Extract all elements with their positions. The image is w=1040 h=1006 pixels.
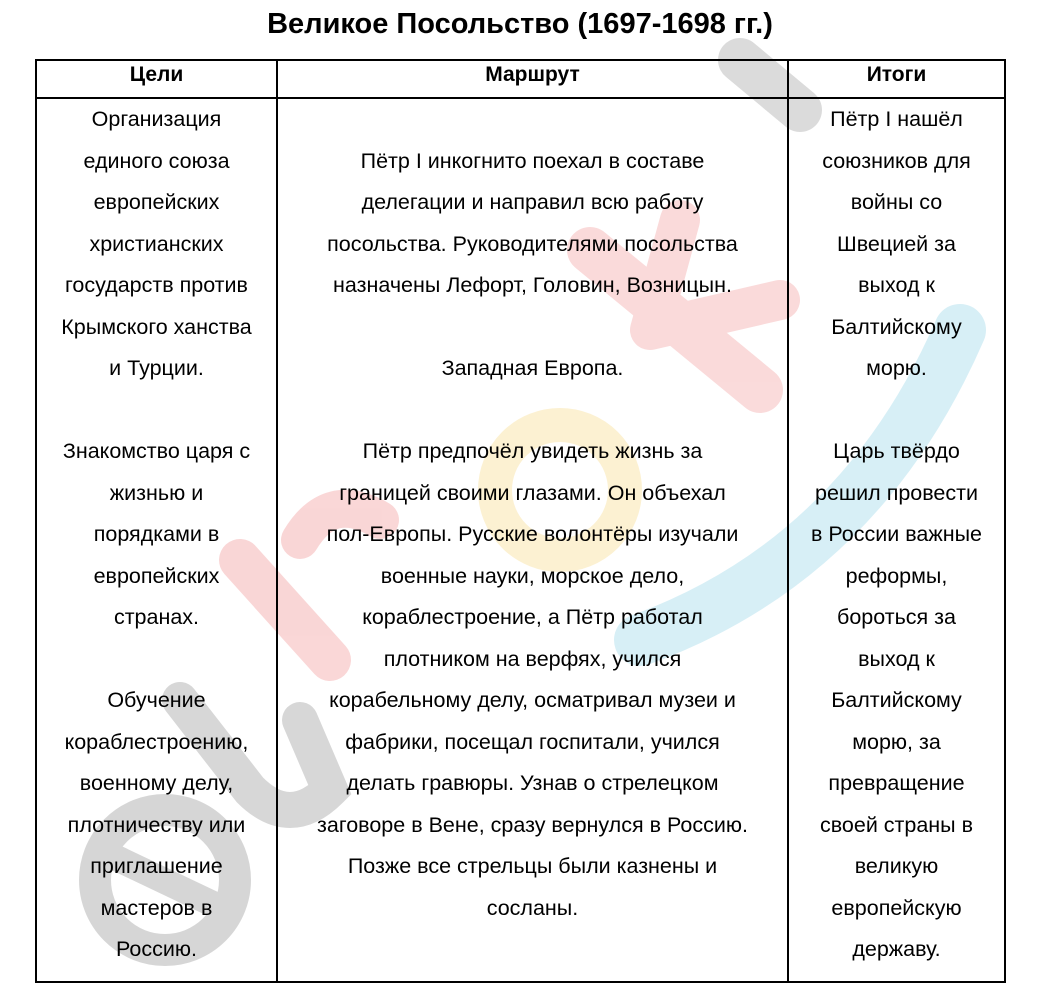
goals-text: Организация единого союза европейских христианских государств против Крымского ханства и Турции. Знакомство царя с жизнью и порядками в европейских странах. Обучение кораблестроению, военному делу, плотничеству или приглашение мастеров в Россию.: [61, 107, 252, 961]
table-row: [36, 98, 1005, 982]
results-cell: [788, 98, 1005, 982]
route-cell: [277, 98, 788, 982]
header-results: Итоги: [788, 60, 1005, 98]
results-text: Пётр I нашёл союзников для войны со Швецией за выход к Балтийскому морю. Царь твёрдо решил провести в России важные реформы, бороться за выход к Балтийскому морю, за превращение своей страны в великую европейскую державу.: [810, 107, 983, 961]
goals-cell: [36, 98, 277, 982]
embassy-summary-table: [35, 59, 1006, 983]
table-header-row: [36, 60, 1005, 98]
route-text: Пётр I инкогнито поехал в составе делегации и направил всю работу посольства. Руководителями посольства назначены Лефорт, Головин, Возницын. Западная Европа. Пётр предпочёл увидеть жизнь за границей своими глазами. Он объехал пол-Европы. Русские волонтёры изучали военные науки, морское дело, кораблестроение, а Пётр работал плотником на верфях, учился корабельному делу, осматривал музеи и фабрики, посещал госпитали, учился делать гравюры. Узнав о стрелецком заговоре в Вене, сразу вернулся в Россию. Позже все стрельцы были казнены и сосланы.: [317, 148, 748, 920]
page-title: Великое Посольство (1697-1698 гг.): [267, 8, 773, 40]
header-goals: Цели: [36, 60, 277, 98]
header-route: Маршрут: [277, 60, 788, 98]
